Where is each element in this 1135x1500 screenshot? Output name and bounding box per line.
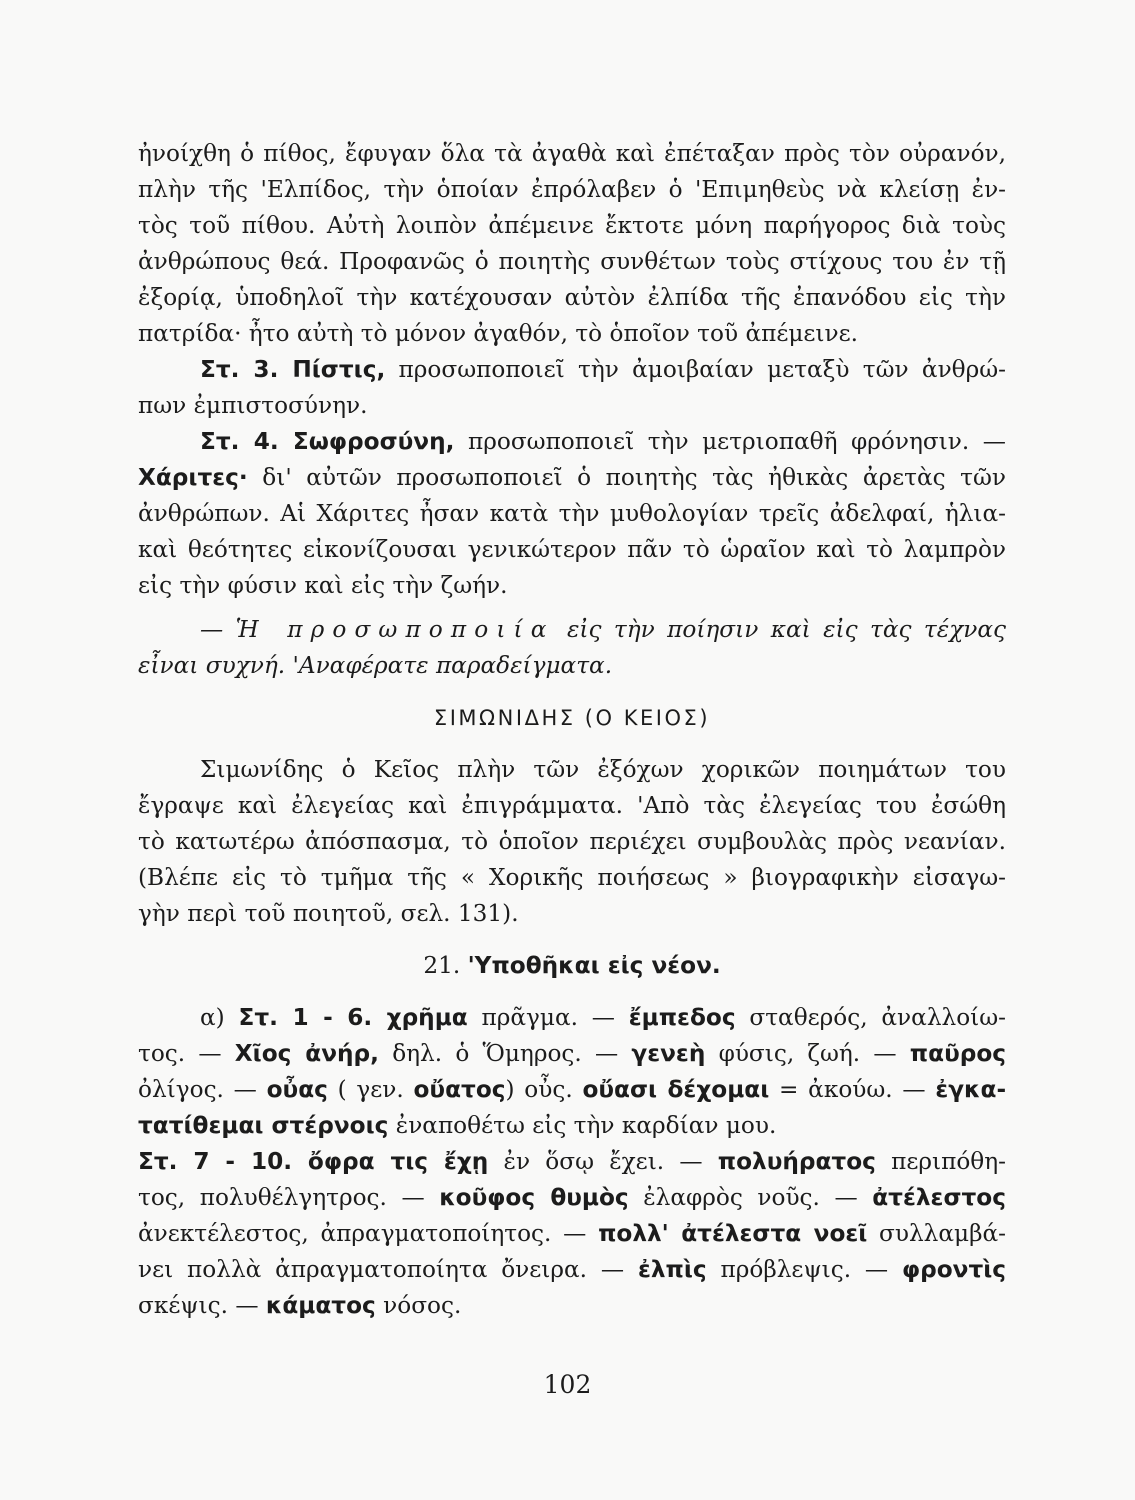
text-line: εἶναι συχνή. 'Αναφέρατε παραδείγματα. bbox=[138, 652, 613, 679]
paragraph-simonides bbox=[138, 752, 1006, 932]
spacer bbox=[138, 984, 1006, 1000]
keyword: κάματος bbox=[265, 1292, 376, 1319]
text-span: = ἀκούω. — bbox=[779, 1076, 926, 1103]
keyword: ἔμπεδος bbox=[628, 1004, 736, 1031]
keyword: γενεὴ bbox=[631, 1040, 706, 1067]
text-line: πατρίδα· ἦτο αὐτὴ τὸ μόνον ἀγαθόν, τὸ ὁποῖον τοῦ ἀπέμεινε. bbox=[138, 320, 859, 347]
text-span: τος, πολυθέλγητρος. — bbox=[138, 1184, 425, 1211]
notes-verses-1-6 bbox=[138, 1000, 1006, 1144]
page-body bbox=[138, 136, 1006, 1324]
text-line: ἐξορίᾳ, ὑποδηλοῖ τὴν κατέχουσαν αὐτὸν ἐλπίδα τῆς ἐπανόδου εἰς τὴν bbox=[138, 284, 1006, 311]
keyword: Στ. 7 - 10. ὄφρα τις ἔχῃ bbox=[138, 1148, 489, 1175]
keyword: ἐλπὶς bbox=[637, 1256, 707, 1283]
text-span: ἐλαφρὸς νοῦς. — bbox=[643, 1184, 858, 1211]
text-span: συλλαμβά- bbox=[879, 1220, 1006, 1247]
text-line bbox=[138, 1288, 1006, 1324]
text-line bbox=[138, 1216, 1006, 1252]
page-number: 102 bbox=[543, 1370, 592, 1399]
keyword: πολλ' ἀτέλεστα νοεῖ bbox=[598, 1220, 868, 1247]
text-line: ἠνοίχθη ὁ πίθος, ἔφυγαν ὅλα τὰ ἀγαθὰ καὶ ἐπέταξαν πρὸς τὸν οὐρανόν, bbox=[138, 140, 1006, 167]
text-span: ( γεν. bbox=[337, 1076, 404, 1103]
text-span: προσωποποιεῖ τὴν μετριοπαθῆ φρόνησιν. — bbox=[468, 428, 1006, 455]
notes-verses-7-10 bbox=[138, 1144, 1006, 1324]
keyword: οὔασι δέχομαι bbox=[582, 1076, 770, 1103]
keyword: κοῦφος θυμὸς bbox=[439, 1184, 629, 1211]
text-span: προσωποποιεῖ τὴν ἀμοιβαίαν μεταξὺ τῶν ἀνθρώ- bbox=[398, 356, 1006, 383]
keyword: Στ. 3. Πίστις, bbox=[200, 356, 386, 383]
spacer bbox=[138, 736, 1006, 752]
text-line: ἀνθρώπους θεά. Προφανῶς ὁ ποιητὴς συνθέτων τοὺς στίχους του ἐν τῇ bbox=[138, 248, 1006, 275]
text-line: γὴν περὶ τοῦ ποιητοῦ, σελ. 131). bbox=[138, 900, 519, 927]
text-line bbox=[138, 1108, 1006, 1144]
poem-number: 21. bbox=[423, 952, 461, 979]
note-verse-4 bbox=[138, 424, 1006, 604]
text-line bbox=[138, 1180, 1006, 1216]
text-line: ἔγραψε καὶ ἐλεγείας καὶ ἐπιγράμματα. 'Απὸ τὰς ἐλεγείας του ἐσώθη bbox=[138, 792, 1006, 819]
text-span: ἐναποθέτω εἰς τὴν καρδίαν μου. bbox=[395, 1112, 777, 1139]
text-line: ἀνθρώπων. Αἱ Χάριτες ἦσαν κατὰ τὴν μυθολογίαν τρεῖς ἀδελφαί, ἡλια- bbox=[138, 500, 1006, 527]
text-span: ἐν ὅσῳ ἔχει. — bbox=[503, 1148, 703, 1175]
text-span: εἰς τὴν ποίησιν καὶ εἰς τὰς τέχνας bbox=[566, 616, 1006, 643]
text-line bbox=[138, 1252, 1006, 1288]
text-span: φύσις, ζωή. — bbox=[718, 1040, 897, 1067]
text-span: νόσος. bbox=[383, 1292, 462, 1319]
dash: — bbox=[200, 616, 236, 643]
keyword: παῦρος bbox=[909, 1040, 1007, 1067]
poem-title-text: 'Υποθῆκαι εἰς νέον. bbox=[467, 952, 721, 979]
keyword: Χῖος ἀνήρ, bbox=[234, 1040, 379, 1067]
list-marker: α) bbox=[200, 1004, 225, 1031]
text-line: πων ἐμπιστοσύνην. bbox=[138, 392, 368, 419]
text-span: τος. — bbox=[138, 1040, 222, 1067]
keyword: τατίθεμαι στέρνοις bbox=[138, 1112, 389, 1139]
text-line bbox=[138, 352, 1006, 388]
spacer bbox=[138, 932, 1006, 948]
keyword: Στ. 4. Σωφροσύνη, bbox=[200, 428, 455, 455]
text-line bbox=[138, 460, 1006, 496]
note-verse-3 bbox=[138, 352, 1006, 424]
keyword: Στ. 1 - 6. χρῆμα bbox=[238, 1004, 468, 1031]
text-line bbox=[138, 1000, 1006, 1036]
text-span: δι' αὐτῶν προσωποποιεῖ ὁ ποιητὴς τὰς ἠθικὰς ἀρετὰς τῶν bbox=[262, 464, 1006, 491]
question-personification bbox=[138, 612, 1006, 684]
text-span: ) οὖς. bbox=[505, 1076, 573, 1103]
keyword: πολυήρατος bbox=[717, 1148, 876, 1175]
text-line: τὸ κατωτέρω ἀπόσπασμα, τὸ ὁποῖον περιέχει συμβουλὰς πρὸς νεανίαν. bbox=[138, 828, 1006, 855]
text-span: σκέψις. — bbox=[138, 1292, 259, 1319]
paragraph-pithos bbox=[138, 136, 1006, 352]
keyword: οὔατος bbox=[413, 1076, 506, 1103]
text-span: ἀνεκτέλεστος, ἀπραγματοποίητος. — bbox=[138, 1220, 587, 1247]
text-line: (Βλέπε εἰς τὸ τμῆμα τῆς « Χορικῆς ποιήσεως » βιογραφικὴν εἰσαγω- bbox=[138, 864, 1006, 891]
text-line: τὸς τοῦ πίθου. Αὐτὴ λοιπὸν ἀπέμεινε ἔκτοτε μόνη παρήγορος διὰ τοὺς bbox=[138, 212, 1006, 239]
text-span: δηλ. ὁ Ὅμηρος. — bbox=[392, 1040, 619, 1067]
spacer bbox=[138, 684, 1006, 700]
text-span: πρόβλεψις. — bbox=[720, 1256, 889, 1283]
text-span: ὀλίγος. — bbox=[138, 1076, 257, 1103]
section-heading: ΣΙΜΩΝΙΔΗΣ (Ο ΚΕΙΟΣ) bbox=[433, 706, 711, 730]
spaced-term: Ἡ προσωποποιία bbox=[235, 616, 555, 643]
text-span: περιπόθη- bbox=[891, 1148, 1006, 1175]
text-line bbox=[138, 1144, 1006, 1180]
poem-title bbox=[138, 948, 1006, 984]
keyword: Χάριτες· bbox=[138, 464, 248, 491]
text-line: καὶ θεότητες εἰκονίζουσαι γενικώτερον πᾶν τὸ ὡραῖον καὶ τὸ λαμπρὸν bbox=[138, 536, 1006, 563]
text-span: σταθερός, ἀναλλοίω- bbox=[749, 1004, 1006, 1031]
text-line bbox=[138, 424, 1006, 460]
text-line: Σιμωνίδης ὁ Κεῖος πλὴν τῶν ἐξόχων χορικῶν ποιημάτων του bbox=[200, 756, 1006, 783]
text-line: εἰς τὴν φύσιν καὶ εἰς τὴν ζωήν. bbox=[138, 572, 508, 599]
text-span: πρᾶγμα. — bbox=[481, 1004, 615, 1031]
text-line bbox=[138, 612, 1006, 648]
keyword: ἐγκα- bbox=[935, 1076, 1007, 1103]
keyword: φροντὶς bbox=[901, 1256, 1007, 1283]
keyword: ἀτέλεστος bbox=[872, 1184, 1006, 1211]
text-line: πλὴν τῆς 'Ελπίδος, τὴν ὁποίαν ἐπρόλαβεν ὁ 'Επιμηθεὺς νὰ κλείσῃ ἐν- bbox=[138, 176, 1006, 203]
keyword: οὖας bbox=[266, 1076, 328, 1103]
text-line bbox=[138, 1036, 1006, 1072]
text-span: νει πολλὰ ἀπραγματοποίητα ὄνειρα. — bbox=[138, 1256, 625, 1283]
spacer bbox=[138, 604, 1006, 612]
text-line bbox=[138, 1072, 1006, 1108]
